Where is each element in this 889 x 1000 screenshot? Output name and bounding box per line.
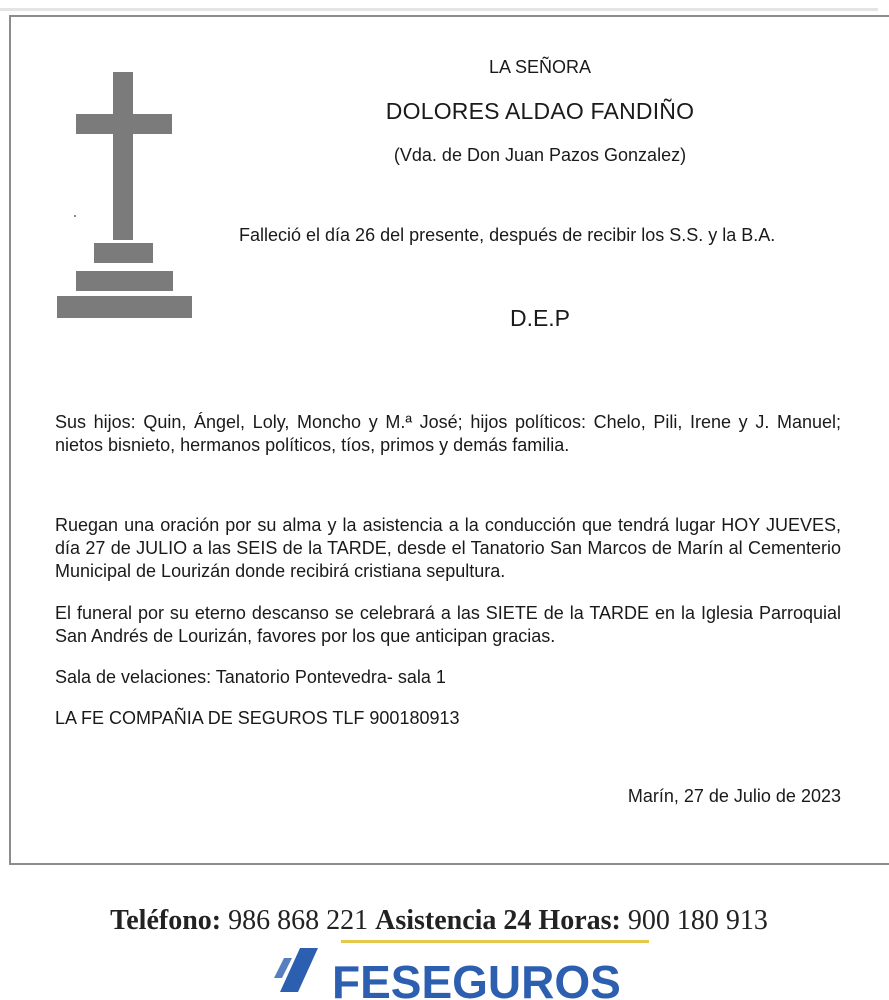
deceased-name: DOLORES ALDAO FANDIÑO	[385, 98, 695, 124]
dep-text: D.E.P	[509, 305, 571, 331]
funeral-mass-paragraph: El funeral por su eterno descanso se celebrará a las SIETE de la TARDE en la Iglesia Parroquial San Andrés de Lourizán, favores por los que anticipan gracias.	[55, 603, 841, 646]
cross-horizontal-bar	[76, 114, 172, 134]
death-announcement: Falleció el día 26 del presente, después de recibir los S.S. y la B.A.	[239, 225, 776, 245]
insurance-line: LA FE COMPAÑIA DE SEGUROS TLF 900180913	[55, 708, 460, 728]
cross-base-step-2	[76, 271, 173, 291]
stray-dot	[74, 215, 76, 217]
assistance-number: 900 180 913	[627, 905, 768, 936]
cross-base-step-3	[57, 296, 192, 318]
family-paragraph: Sus hijos: Quin, Ángel, Loly, Moncho y M.ª José; hijos políticos: Chelo, Pili, Irene y J. Manuel; nietos bisnieto, hermanos políticos, tíos, primos y demás familia.	[55, 412, 841, 455]
cross-vertical-bar	[113, 72, 133, 240]
top-divider	[0, 8, 878, 11]
cross-base-step-1	[94, 243, 153, 263]
assistance-label: Asistencia 24 Horas:	[375, 905, 621, 936]
phone-number: 986 868 221	[228, 905, 369, 936]
logo-mark-icon	[270, 940, 650, 1000]
footer-contact-line	[0, 905, 878, 937]
logo-text: FESEGUROS	[332, 956, 621, 1000]
date-line: Marín, 27 de Julio de 2023	[627, 786, 841, 806]
fe-seguros-logo	[270, 940, 650, 1000]
widow-of-line: (Vda. de Don Juan Pazos Gonzalez)	[393, 145, 687, 165]
title-label: LA SEÑORA	[488, 57, 592, 77]
phone-label: Teléfono:	[110, 905, 222, 936]
wake-room-line: Sala de velaciones: Tanatorio Pontevedra- sala 1	[55, 667, 446, 687]
funeral-procession-paragraph: Ruegan una oración por su alma y la asistencia a la conducción que tendrá lugar HOY JUEVES, día 27 de JULIO a las SEIS de la TARDE, desde el Tanatorio San Marcos de Marín al Cementerio Municipal de Lourizán donde recibirá cristiana sepultura.	[55, 515, 841, 581]
